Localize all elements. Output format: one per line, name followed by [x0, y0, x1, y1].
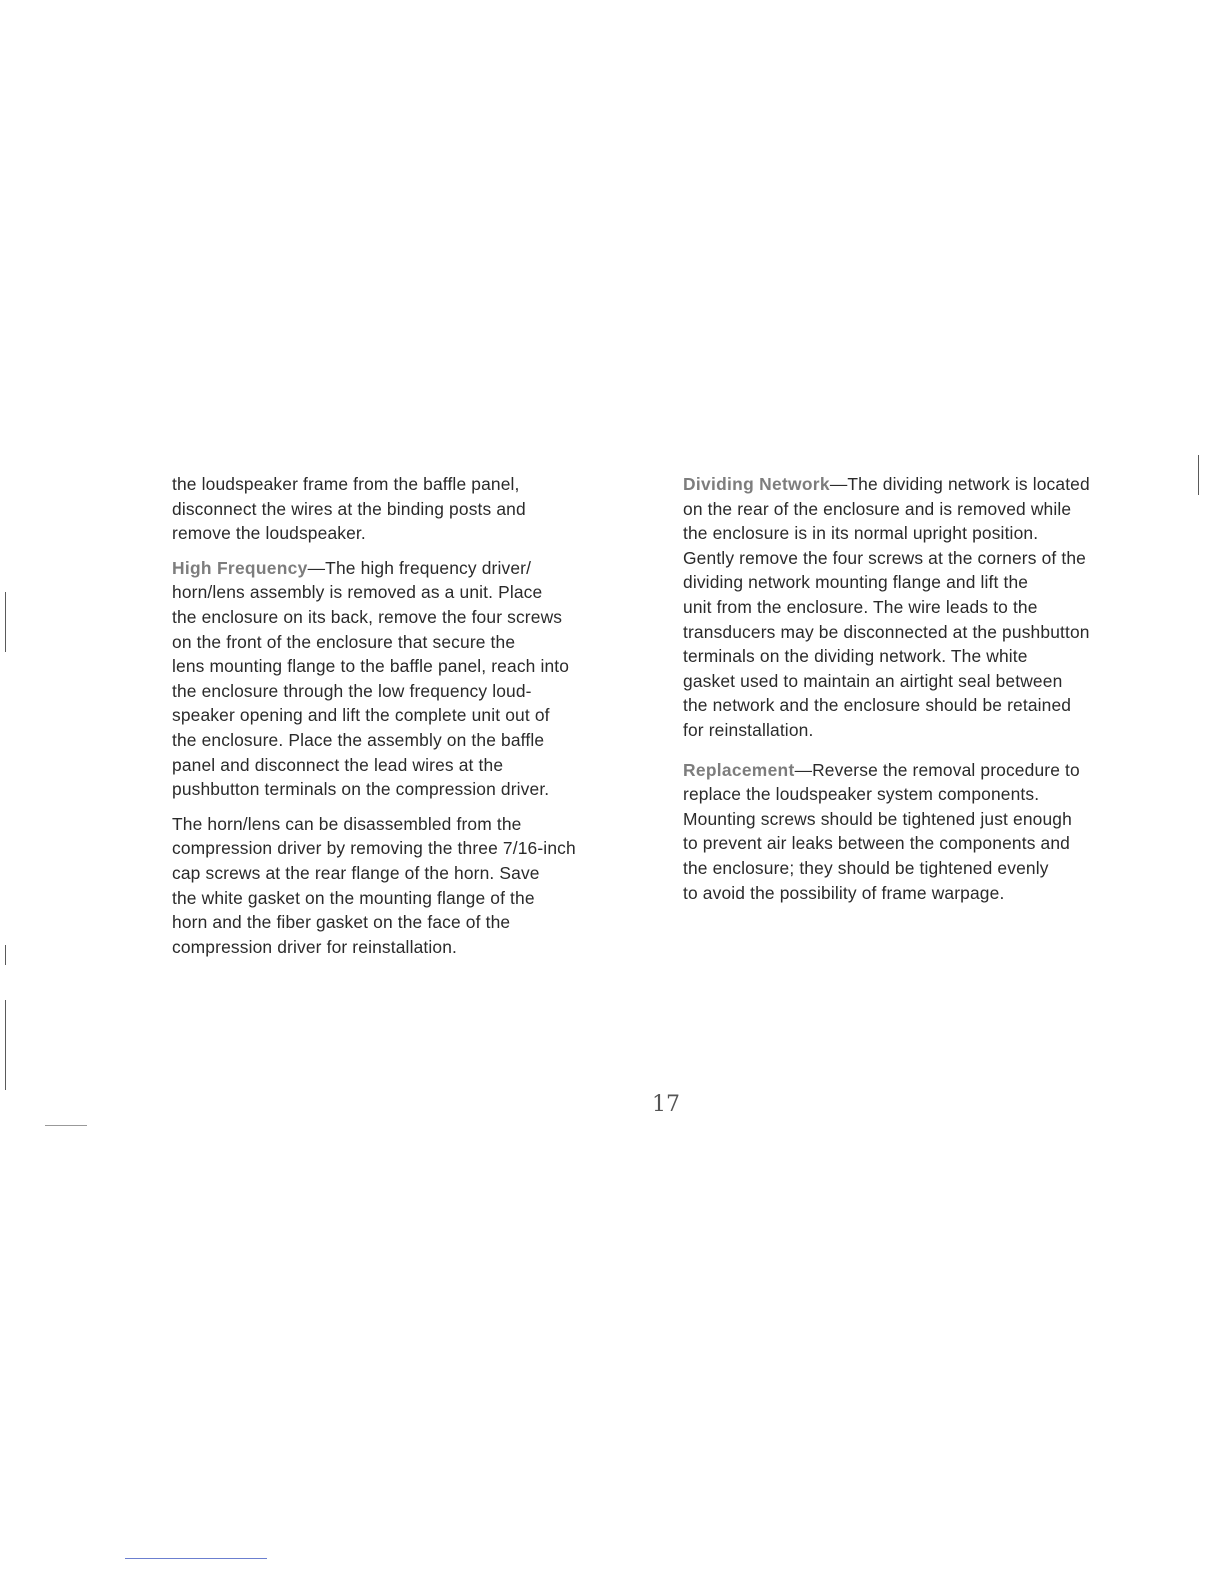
left-column [172, 472, 652, 969]
right-column [683, 472, 1163, 920]
paragraph-dividing-network: Dividing Network—The dividing network is located on the rear of the enclosure and is removed while the enclosure is in its normal upright position. Gently remove the four screws at the corners of the dividing network mounting flange and lift the unit from the enclosure. The wire leads to the transducers may be disconnected at the pushbutton terminals on the dividing network. The white gasket used to maintain an airtight seal between the network and the enclosure should be retained for reinstallation. [683, 474, 1090, 740]
heading-high-frequency: High Frequency [172, 557, 308, 578]
scan-mark-right [1198, 455, 1199, 495]
paragraph-loudspeaker-removal: the loudspeaker frame from the baffle panel, disconnect the wires at the binding posts and remove the loudspeaker. [172, 474, 526, 544]
scan-mark-left-1 [5, 592, 6, 652]
heading-dividing-network: Dividing Network [683, 474, 830, 494]
paragraph-replacement: Replacement—Reverse the removal procedure to replace the loudspeaker system components. Mounting screws should be tightened just enough to prevent air leaks between the components and the enclosure; they should be tightened evenly to avoid the possibility of frame warpage. [683, 759, 1080, 903]
page-number: 17 [652, 1092, 680, 1117]
bottom-rule [125, 1558, 267, 1559]
scan-mark-left-3 [5, 1000, 6, 1090]
scan-mark-left-2 [5, 945, 6, 965]
heading-replacement: Replacement [683, 759, 795, 780]
scan-mark-bottom-left [45, 1125, 87, 1126]
paragraph-horn-lens: The horn/lens can be disassembled from the compression driver by removing the three 7/16-inch cap screws at the rear flange of the horn. Save the white gasket on the mounting flange of the horn and the fiber gasket on the face of the compression driver for reinstallation. [172, 813, 576, 957]
paragraph-high-frequency: High Frequency—The high frequency driver/ horn/lens assembly is removed as a unit. Place the enclosure on its back, remove the four screws on the front of the enclosure that secure the lens mounting flange to the baffle panel, reach into the enclosure through the low frequency loud- speaker opening and lift the complete unit out of the enclosure. Place the assembly on the baffle panel and disconnect the lead wires at the pushbutton terminals on the compression driver. [172, 557, 570, 800]
